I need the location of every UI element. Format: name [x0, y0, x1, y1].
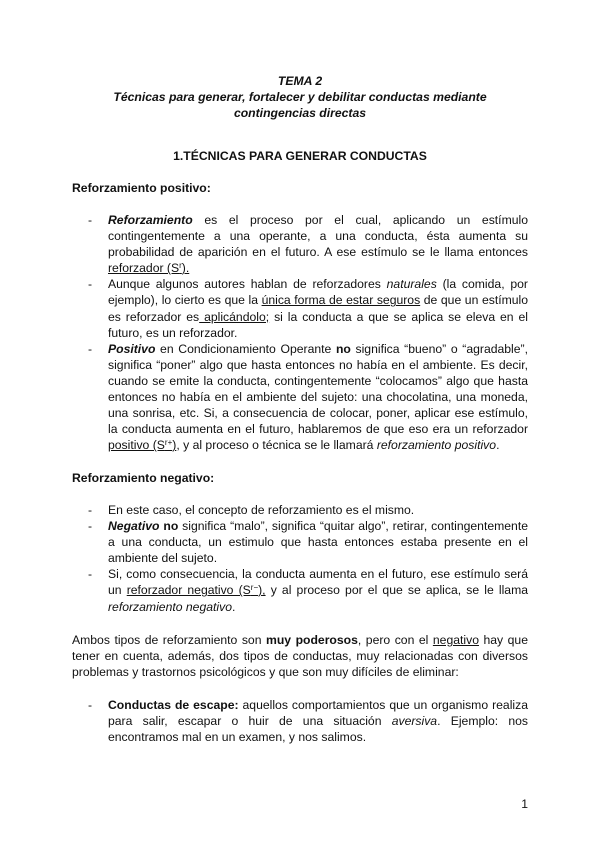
escape-list	[88, 697, 528, 745]
title-line-1: TEMA 2	[277, 74, 323, 88]
list-item: - Negativo no significa “malo”, significa “quitar algo”, retirar, contingentemente a una conducta, un estimulo que hasta entonces estaba presente en el ambiente del sujeto.	[88, 518, 528, 566]
list-item: - Aunque algunos autores hablan de reforzadores naturales (la comida, por ejemplo), lo cierto es que la única forma de estar seguros de que un estímulo es reforzador es aplicándolo; si la conducta a que se aplica se eleva en el futuro, es un reforzador.	[88, 276, 528, 340]
list-item: - Si, como consecuencia, la conducta aumenta en el futuro, ese estímulo será un reforzador negativo $(S^{r-})$, y al proceso por el que se aplica, se le llama reforzamiento negativo.	[88, 566, 528, 614]
list-item: - En este caso, el concepto de reforzamiento es el mismo.	[88, 502, 528, 518]
summary-paragraph: Ambos tipos de reforzamiento son muy poderosos, pero con el negativo hay que tener en cuenta, además, dos tipos de conductas, muy relacionadas con diversos problemas y trastornos psicológicos y que son muy difíciles de eliminar:	[72, 633, 528, 680]
title-line-2: Técnicas para generar, fortalecer y debilitar conductas mediante	[113, 90, 487, 104]
title-line-3: contingencias directas	[233, 106, 367, 120]
negative-list	[88, 502, 528, 615]
positive-heading: Reforzamiento positivo:	[72, 181, 211, 195]
positive-list	[88, 212, 528, 453]
document-title	[0, 73, 600, 121]
list-item: - Conductas de escape: aquellos comportamientos que un organismo realiza para salir, escapar o huir de una situación aversiva. Ejemplo: nos encontramos mal en un examen, y nos salimos.	[88, 697, 528, 745]
section-heading: 1.TÉCNICAS PARA GENERAR CONDUCTAS	[173, 149, 427, 163]
page-number: 1	[521, 797, 528, 811]
list-item: - Reforzamiento es el proceso por el cual, aplicando un estímulo contingentemente a una operante, a una conducta, ésta aumenta su probabilidad de aparición en el futuro. A ese estímulo se le llama entonces reforzador $(S^r)$.	[88, 212, 528, 276]
list-item: - Positivo en Condicionamiento Operante no significa “bueno” o “agradable”, significa “poner” algo que hasta entonces no había en el ambiente. Es decir, cuando se emite la conducta, contingentemente “colocamos” algo que hasta entonces no había en el ambiente del sujeto: una chocolatina, una moneda, una sonrisa, etc. Si, a consecuencia de colocar, poner, aplicar ese estímulo, la conducta aumenta en el futuro, hablaremos de que eso era un reforzador positivo $(S^{r+})$, y al proceso o técnica se le llamará reforzamiento positivo.	[88, 341, 528, 454]
negative-heading: Reforzamiento negativo:	[72, 471, 215, 485]
